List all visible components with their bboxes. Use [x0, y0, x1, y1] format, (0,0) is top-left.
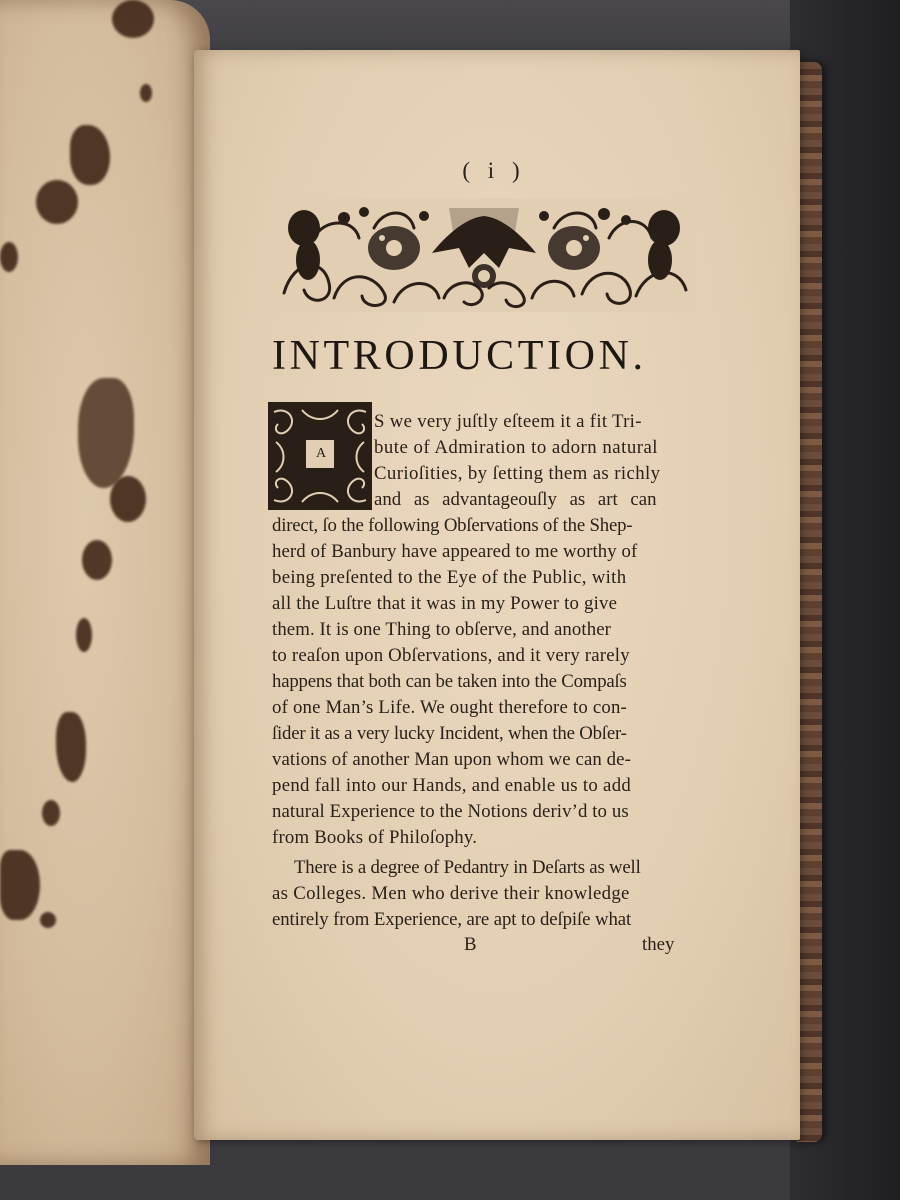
foxing-stain [40, 912, 56, 928]
text-line: entirely from Experience, are apt to deſpiſe what [272, 909, 632, 930]
woodcut-headpiece-ornament [274, 198, 694, 312]
foxing-stain [42, 800, 60, 826]
text-line: all the Luſtre that it was in my Power to give [272, 593, 618, 614]
foxing-stain [70, 125, 110, 185]
text-line: ſider it as a very lucky Incident, when the Obſer- [272, 723, 627, 744]
text-line: Curioſities, by ſetting them as richly [374, 463, 661, 484]
initial-letter: A [315, 446, 327, 461]
book-page-right [194, 50, 800, 1140]
text-line: herd of Banbury have appeared to me worthy of [272, 541, 638, 562]
foxing-stain [56, 712, 86, 782]
foxing-stain [78, 378, 134, 488]
foxing-stain [76, 618, 92, 652]
text-line: happens that both can be taken into the Compaſs [272, 671, 627, 692]
text-line: S we very juſtly eſteem it a fit Tri- [374, 411, 642, 432]
text-line: them. It is one Thing to obſerve, and another [272, 619, 612, 640]
text-line: vations of another Man upon whom we can de- [272, 749, 631, 770]
text-line: to reaſon upon Obſervations, and it very rarely [272, 645, 630, 666]
text-line: There is a degree of Pedantry in Deſarts as well [294, 857, 641, 878]
text-line: from Books of Philoſophy. [272, 827, 478, 848]
facing-page-left [0, 0, 210, 1165]
foxing-stain [36, 180, 78, 224]
foxing-stain [82, 540, 112, 580]
foxing-stain [0, 850, 40, 920]
text-line: as Colleges. Men who derive their knowledge [272, 883, 630, 904]
catchword: they [642, 934, 675, 955]
text-line: and as advantageouſly as art can [374, 489, 657, 510]
chapter-heading: INTRODUCTION. [272, 333, 647, 379]
text-line: being preſented to the Eye of the Public, with [272, 567, 627, 588]
folio-number: ( i ) [462, 158, 526, 183]
text-line: bute of Admiration to adorn natural [374, 437, 659, 458]
foxing-stain [110, 476, 146, 522]
text-line: pend fall into our Hands, and enable us to add [272, 775, 632, 796]
signature-mark: B [464, 934, 477, 955]
text-line: of one Man’s Life. We ought therefore to con- [272, 697, 628, 718]
foxing-stain [0, 242, 18, 272]
text-line: direct, ſo the following Obſervations of the Shep- [272, 515, 633, 536]
foxing-stain [140, 84, 152, 102]
text-line: natural Experience to the Notions deriv’d to us [272, 801, 629, 822]
foxing-stain [112, 0, 154, 38]
